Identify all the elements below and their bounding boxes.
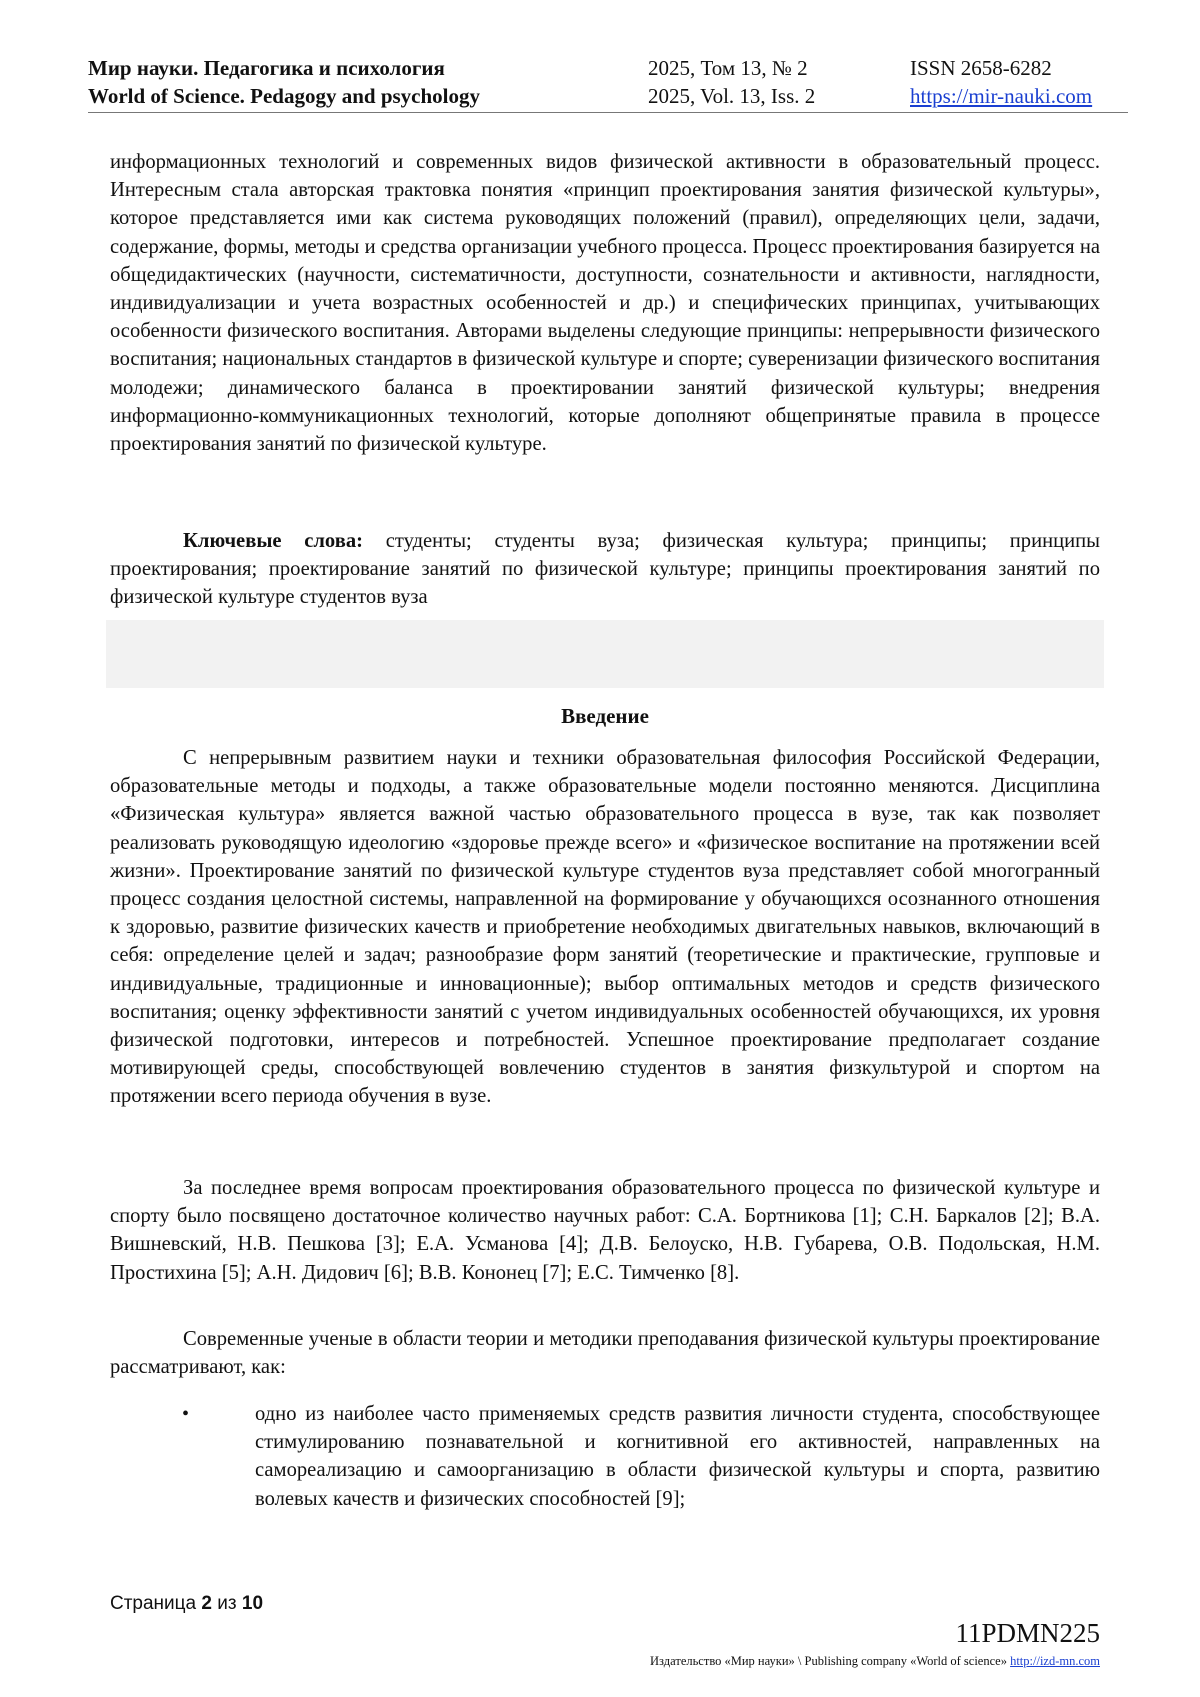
issue-info-ru: 2025, Том 13, № 2 — [648, 56, 808, 80]
list-item-text: одно из наиболее часто применяемых средств развития личности студента, способствующее стимулированию познавательной и когнитивной его активностей, направленных на самореализацию и самоорганизацию в области физической культуры и спорта, развитию волевых качеств и физических способностей [9]; — [255, 1403, 1100, 1510]
intro-paragraph-1: С непрерывным развитием науки и техники образовательная философия Российской Федерации, образовательные методы и подходы, а также образовательные модели постоянно меняются. Дисциплина «Физическая культура» является важной частью образовательного процесса в вузе, так как позволяет реализовать руководящую идеологию «здоровье прежде всего» и «физическое воспитание на протяжении всей жизни». Проектирование занятий по физической культуре студентов вуза представляет собой многогранный процесс создания целостной системы, направленной на формирование у обучающихся осознанного отношения к здоровью, развитие физических качеств и приобретение необходимых двигательных навыков, включающий в себя: определение целей и задач; разнообразие форм занятий (теоретические и практические, групповые и индивидуальные, традиционные и инновационные); выбор оптимальных методов и средств физического воспитания; оценку эффективности занятий с учетом индивидуальных особенностей обучающихся, их уровня физической подготовки, интересов и потребностей. Успешное проектирование предполагает создание мотивирующей среды, способствующей вовлечению студентов в занятия физкультурой и спортом на протяжении всего периода обучения в вузе. — [110, 747, 1100, 1108]
intro-paragraph-2: За последнее время вопросам проектирования образовательного процесса по физической культуре и спорту было посвящено достаточное количество научных работ: С.А. Бортникова [1]; С.Н. Баркалов [2]; В.А. Вишневский, Н.В. Пешкова [3]; Е.А. Усманова [4]; Д.В. Белоуско, Н.В. Губарева, О.В. Подольская, Н.М. Простихина [5]; А.Н. Дидович [6]; В.В. Кононец [7]; Е.С. Тимченко [8]. — [110, 1177, 1100, 1284]
section-title: Введение — [561, 704, 649, 728]
issue-info-block — [648, 54, 815, 110]
issn-block — [910, 54, 1092, 110]
journal-title-en: World of Science. Pedagogy and psychology — [88, 84, 481, 108]
page-number — [110, 1592, 263, 1616]
page-total: 10 — [241, 1593, 264, 1614]
journal-title-ru: Мир науки. Педагогика и психология — [88, 56, 445, 80]
issn: ISSN 2658-6282 — [910, 56, 1052, 80]
publisher-line — [650, 1653, 1100, 1669]
keywords-text: студенты; студенты вуза; физическая культура; принципы; принципы проектирования; проектирование занятий по физической культуре; принципы проектирования занятий по физической культуре студентов вуза — [110, 530, 1101, 609]
keywords-label: Ключевые слова: — [183, 530, 363, 552]
blank-banner — [106, 620, 1104, 688]
issue-info-en: 2025, Vol. 13, Iss. 2 — [648, 84, 816, 108]
document-code: 11PDMN225 — [955, 1618, 1100, 1648]
journal-url-link[interactable]: https://mir-nauki.com — [910, 84, 1093, 108]
page-header — [88, 54, 1128, 110]
bullet-icon: • — [182, 1403, 190, 1425]
journal-title-block — [88, 54, 480, 110]
intro-paragraph-3: Современные ученые в области теории и методики преподавания физической культуры проектирование рассматривают, как: — [110, 1328, 1100, 1379]
publisher-text: Издательство «Мир науки» \ Publishing company «World of science» — [650, 1654, 1011, 1668]
page-number-prefix: Страница — [110, 1593, 202, 1614]
abstract-paragraph: информационных технологий и современных видов физической активности в образовательный процесс. Интересным стала авторская трактовка понятия «принцип проектирования занятия физической культуры», которое представляется ими как система руководящих положений (правил), определяющих цели, задачи, содержание, формы, методы и средства организации учебного процесса. Процесс проектирования базируется на общедидактических (научности, систематичности, доступности, сознательности и активности, наглядности, индивидуализации и учета возрастных особенностей и др.) и специфических принципах, учитывающих особенности физического воспитания. Авторами выделены следующие принципы: непрерывности физического воспитания; национальных стандартов в физической культуре и спорте; суверенизации физического воспитания молодежи; динамического баланса в проектировании занятий физической культуры; внедрения информационно-коммуникационных технологий, которые дополняют общепринятые правила в процессе проектирования занятий по физической культуре. — [110, 151, 1100, 456]
publisher-url-link[interactable]: http://izd-mn.com — [1010, 1654, 1100, 1668]
header-divider — [88, 112, 1128, 113]
page-current: 2 — [201, 1593, 212, 1614]
page-number-separator: из — [211, 1593, 242, 1614]
keywords-paragraph — [110, 527, 1100, 612]
